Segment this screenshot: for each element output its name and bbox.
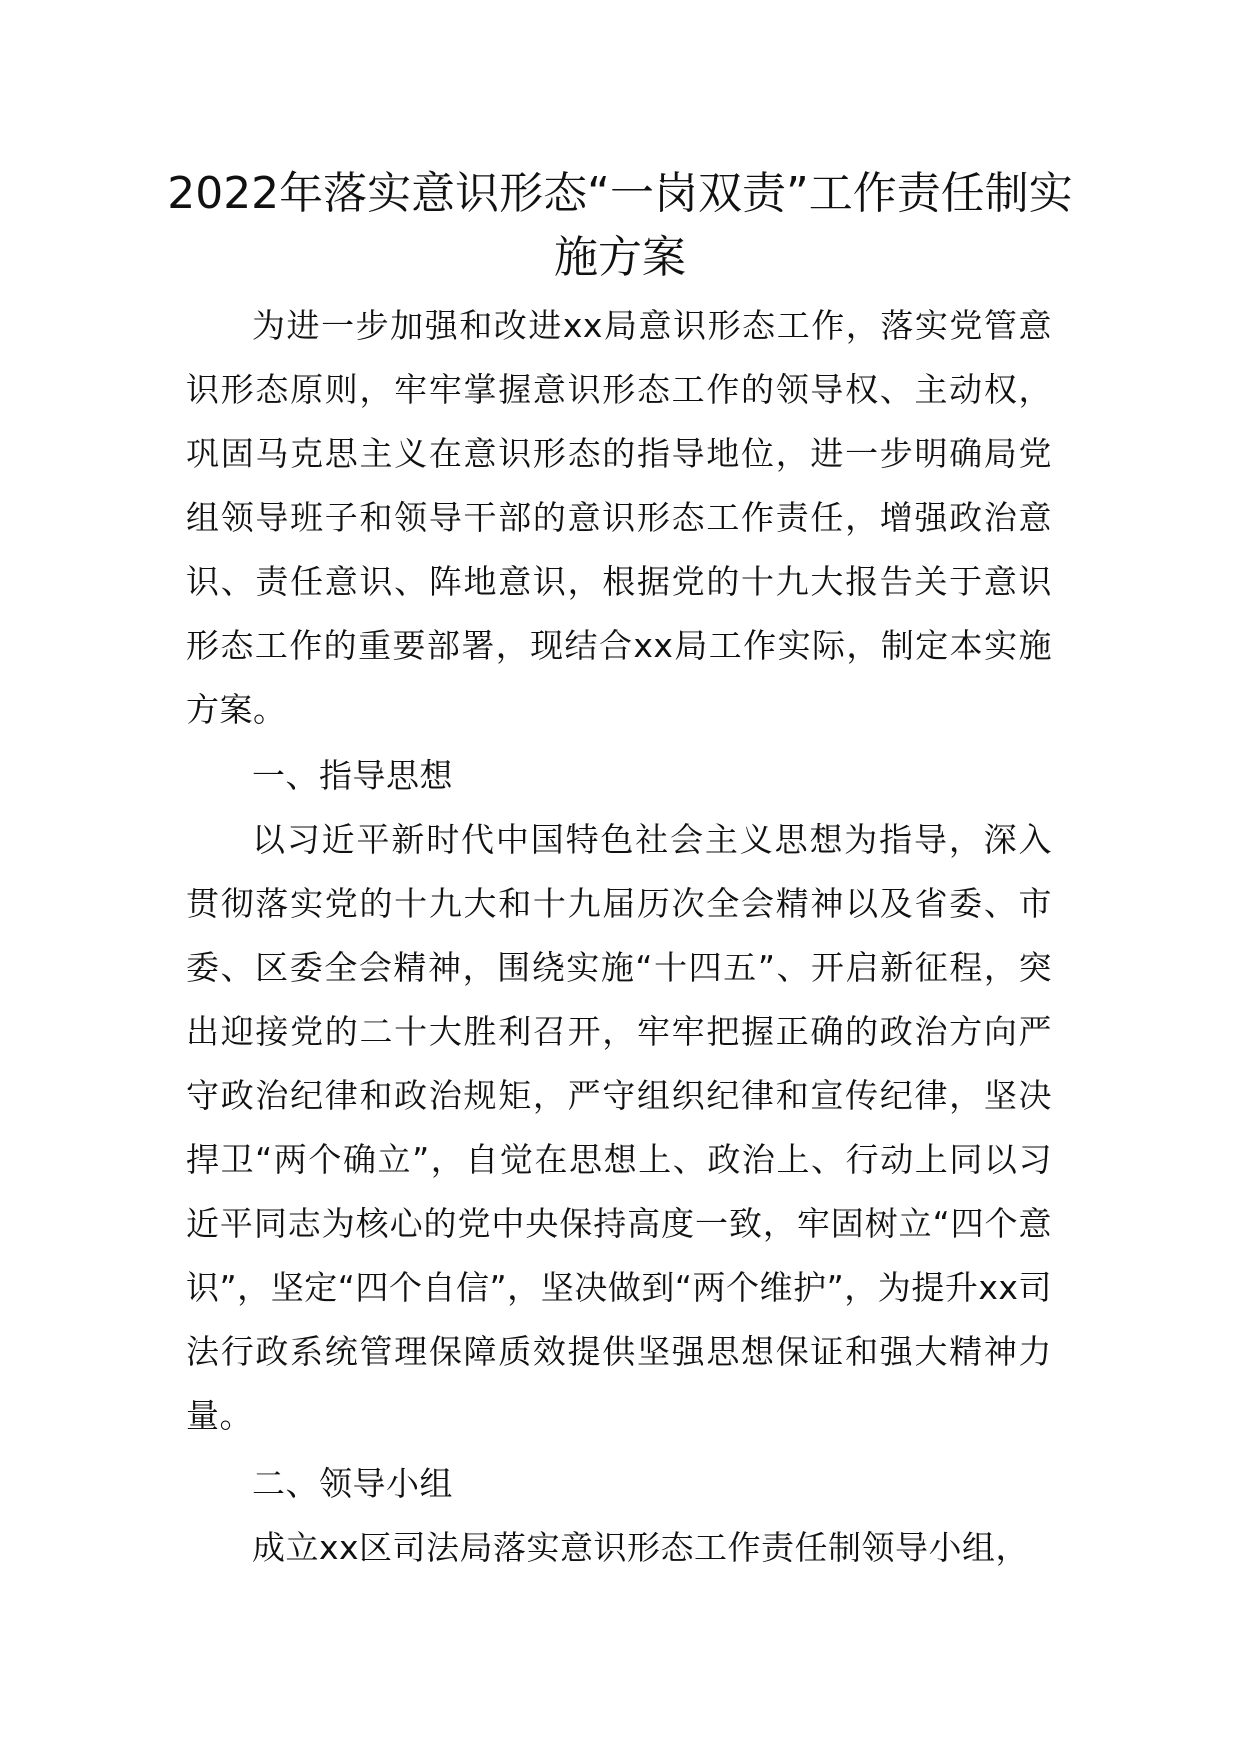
intro-paragraph: 为进一步加强和改进xx局意识形态工作，落实党管意识形态原则，牢牢掌握意识形态工作的领导权、主动权，巩固马克思主义在意识形态的指导地位，进一步明确局党组领导班子和领导干部的意识形态工作责任，增强政治意识、责任意识、阵地意识，根据党的十九大报告关于意识形态工作的重要部署，现结合xx局工作实际，制定本实施方案。	[186, 306, 1052, 729]
leading-group-paragraph: 成立xx区司法局落实意识形态工作责任制领导小组，	[252, 1528, 1030, 1567]
section-heading-leading-group: 二、领导小组	[252, 1464, 453, 1503]
document-title: 2022年落实意识形态“一岗双责”工作责任制实施方案	[167, 168, 1073, 283]
section-heading-guiding-ideology: 一、指导思想	[252, 756, 453, 795]
guiding-ideology-paragraph: 以习近平新时代中国特色社会主义思想为指导，深入贯彻落实党的十九大和十九届历次全会精神以及省委、市委、区委全会精神，围绕实施“十四五”、开启新征程，突出迎接党的二十大胜利召开，牢牢把握正确的政治方向严守政治纪律和政治规矩，严守组织纪律和宣传纪律，坚决捍卫“两个确立”，自觉在思想上、政治上、行动上同以习近平同志为核心的党中央保持高度一致，牢固树立“四个意识”，坚定“四个自信”，坚决做到“两个维护”，为提升xx司法行政系统管理保障质效提供坚强思想保证和强大精神力量。	[186, 820, 1052, 1435]
